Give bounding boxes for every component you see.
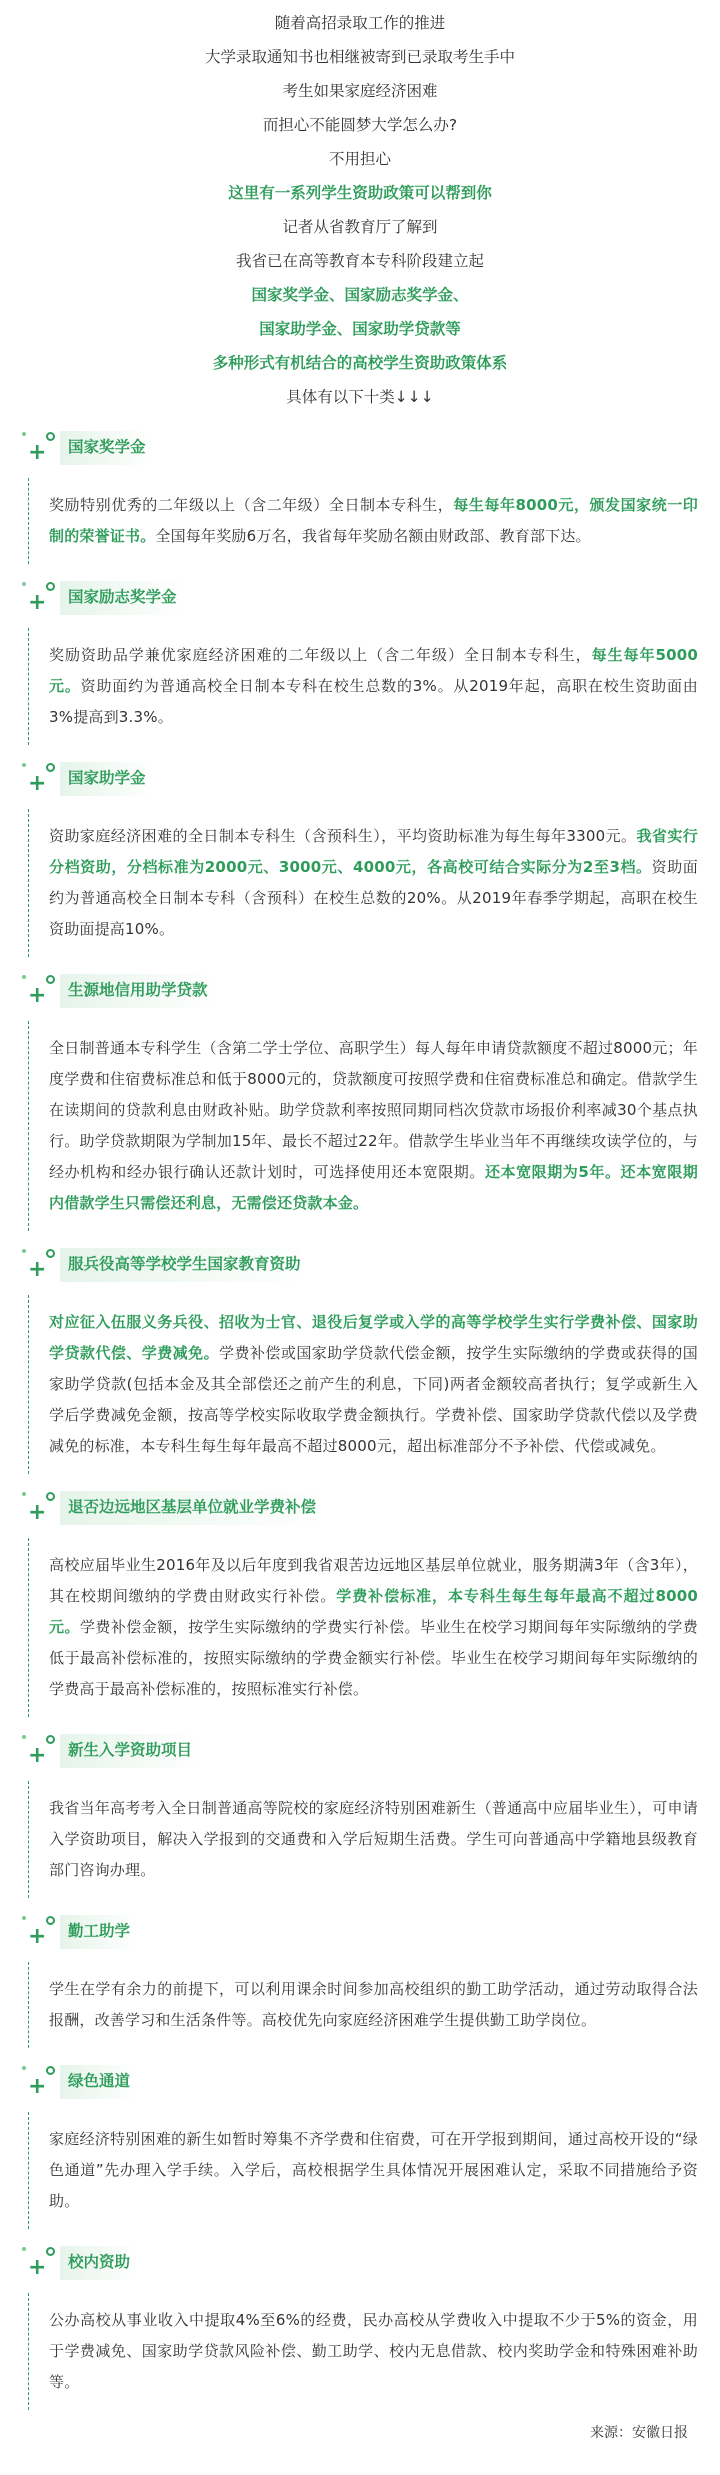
policy-section: [22, 1731, 698, 1898]
section-body: [28, 1781, 698, 1898]
section-title: 勤工助学: [60, 1915, 138, 1948]
section-body: [28, 2293, 698, 2410]
section-body: [28, 478, 698, 564]
section-body: [28, 809, 698, 957]
intro-block: [22, 0, 698, 414]
section-body: [28, 1021, 698, 1231]
section-header: [22, 1912, 698, 1952]
section-body: [28, 1962, 698, 2048]
intro-line: 不用担心: [328, 150, 391, 168]
body-text: 资助面约为普通高校全日制本专科（含预科）在校生总数的20%。从2019年春季学期起，高职在校生资助面提高10%。: [49, 858, 698, 938]
section-title: 服兵役高等学校学生国家教育资助: [60, 1248, 309, 1281]
sections-list: [22, 428, 698, 2410]
body-text: 高校应届毕业生2016年及以后年度到我省艰苦边远地区基层单位就业，服务期满3年（含3年），其在校期间缴纳的学费由财政实行补偿。: [49, 1556, 698, 1605]
body-text: 奖励特别优秀的二年级以上（含二年级）全日制本专科生，: [49, 496, 454, 514]
section-title: 绿色通道: [60, 2065, 138, 2098]
body-text: 学费补偿或国家助学贷款代偿金额，按学生实际缴纳的学费或获得的国家助学贷款(包括本金及其全部偿还之前产生的利息，下同)两者金额较高者执行；复学或新生入学后学费减免金额，按高等学校实际收取学费金额执行。学费补偿、国家助学贷款代偿以及学费减免的标准，本专科生每生每年最高不超过8000元，超出标准部分不予补偿、代偿或减免。: [49, 1344, 698, 1455]
section-title: 国家助学金: [60, 762, 154, 795]
highlight-text: 每生每年5000元。: [49, 646, 698, 695]
plus-ring-icon: +: [22, 971, 60, 1011]
body-text: 资助家庭经济困难的全日制本专科生（含预科生），平均资助标准为每生每年3300元。: [49, 827, 637, 845]
section-header: [22, 2062, 698, 2102]
section-body: [28, 2112, 698, 2229]
section-title: 校内资助: [60, 2246, 138, 2279]
highlight-text: 对应征入伍服义务兵役、招收为士官、退役后复学或入学的高等学校学生实行学费补偿、国家助学贷款代偿、学费减免。: [49, 1313, 698, 1362]
plus-ring-icon: +: [22, 759, 60, 799]
intro-line: 记者从省教育厅了解到: [282, 218, 438, 236]
body-text: 学费补偿金额，按学生实际缴纳的学费实行补偿。毕业生在校学习期间每年实际缴纳的学费低于最高补偿标准的，按照实际缴纳的学费金额实行补偿。毕业生在校学习期间每年实际缴纳的学费高于最高补偿标准的，按照标准实行补偿。: [49, 1618, 698, 1698]
body-text: 学生在学有余力的前提下，可以利用课余时间参加高校组织的勤工助学活动，通过劳动取得合法报酬，改善学习和生活条件等。高校优先向家庭经济困难学生提供勤工助学岗位。: [49, 1980, 698, 2029]
section-title: 新生入学资助项目: [60, 1734, 200, 1767]
intro-line: 多种形式有机结合的高校学生资助政策体系: [212, 354, 508, 372]
intro-line: 具体有以下十类↓↓↓: [286, 388, 434, 406]
body-text: 资助面约为普通高校全日制本专科在校生总数的3%。从2019年起，高职在校生资助面由3%提高到3.3%。: [49, 677, 698, 726]
intro-line: 我省已在高等教育本专科阶段建立起: [235, 252, 484, 270]
highlight-text: 还本宽限期为5年。还本宽限期内借款学生只需偿还利息，无需偿还贷款本金。: [49, 1163, 698, 1212]
section-header: [22, 578, 698, 618]
section-title: 国家奖学金: [60, 431, 154, 464]
intro-line: 随着高招录取工作的推进: [274, 14, 446, 32]
section-header: [22, 1245, 698, 1285]
intro-line: 考生如果家庭经济困难: [282, 82, 438, 100]
section-title: 生源地信用助学贷款: [60, 974, 216, 1007]
section-header: [22, 1488, 698, 1528]
source-credit: 来源：安徽日报: [590, 2425, 688, 2441]
plus-ring-icon: +: [22, 2243, 60, 2283]
body-text: 家庭经济特别困难的新生如暂时筹集不齐学费和住宿费，可在开学报到期间，通过高校开设的“绿色通道”先办理入学手续。入学后，高校根据学生具体情况开展困难认定，采取不同措施给予资助。: [49, 2130, 698, 2210]
policy-section: [22, 1488, 698, 1717]
body-text: 奖励资助品学兼优家庭经济困难的二年级以上（含二年级）全日制本专科生，: [49, 646, 592, 664]
plus-ring-icon: +: [22, 428, 60, 468]
policy-section: [22, 2062, 698, 2229]
intro-line: 国家助学金、国家助学贷款等: [259, 320, 461, 338]
policy-section: [22, 971, 698, 1231]
section-header: [22, 2243, 698, 2283]
policy-section: [22, 1912, 698, 2048]
plus-ring-icon: +: [22, 1912, 60, 1952]
body-text: 公办高校从事业收入中提取4%至6%的经费，民办高校从学费收入中提取不少于5%的资金，用于学费减免、国家助学贷款风险补偿、勤工助学、校内无息借款、校内奖助学金和特殊困难补助等。: [49, 2311, 698, 2391]
intro-line: 国家奖学金、国家励志奖学金、: [251, 286, 469, 304]
highlight-text: 每生每年8000元，颁发国家统一印制的荣誉证书。: [49, 496, 698, 545]
policy-section: [22, 759, 698, 957]
section-header: [22, 428, 698, 468]
section-header: [22, 971, 698, 1011]
plus-ring-icon: +: [22, 1245, 60, 1285]
policy-section: [22, 578, 698, 745]
highlight-text: 学费补偿标准，本专科生每生每年最高不超过8000元。: [49, 1587, 698, 1636]
intro-line: 而担心不能圆梦大学怎么办?: [262, 116, 458, 134]
plus-ring-icon: +: [22, 1731, 60, 1771]
section-header: [22, 759, 698, 799]
body-text: 全国每年奖励6万名，我省每年奖励名额由财政部、教育部下达。: [155, 527, 591, 545]
section-header: [22, 1731, 698, 1771]
section-body: [28, 1295, 698, 1474]
intro-line: 大学录取通知书也相继被寄到已录取考生手中: [204, 48, 515, 66]
plus-ring-icon: +: [22, 578, 60, 618]
section-body: [28, 628, 698, 745]
policy-section: [22, 1245, 698, 1474]
body-text: 全日制普通本专科学生（含第二学士学位、高职学生）每人每年申请贷款额度不超过8000元；年度学费和住宿费标准总和低于8000元的，贷款额度可按照学费和住宿费标准总和确定。借款学生在读期间的贷款利息由财政补贴。助学贷款利率按照同期同档次贷款市场报价利率减30个基点执行。助学贷款期限为学制加15年、最长不超过22年。借款学生毕业当年不再继续攻读学位的，与经办机构和经办银行确认还款计划时，可选择使用还本宽限期。: [49, 1039, 698, 1181]
highlight-text: 我省实行分档资助，分档标准为2000元、3000元、4000元，各高校可结合实际分为2至3档。: [49, 827, 698, 876]
body-text: 我省当年高考考入全日制普通高等院校的家庭经济特别困难新生（普通高中应届毕业生），可申请入学资助项目，解决入学报到的交通费和入学后短期生活费。学生可向普通高中学籍地县级教育部门咨询办理。: [49, 1799, 698, 1879]
policy-section: [22, 428, 698, 564]
intro-line: 这里有一系列学生资助政策可以帮到你: [228, 184, 492, 202]
section-title: 国家励志奖学金: [60, 581, 185, 614]
section-title: 退否边远地区基层单位就业学费补偿: [60, 1491, 324, 1524]
policy-section: [22, 2243, 698, 2410]
plus-ring-icon: +: [22, 1488, 60, 1528]
section-body: [28, 1538, 698, 1717]
plus-ring-icon: +: [22, 2062, 60, 2102]
